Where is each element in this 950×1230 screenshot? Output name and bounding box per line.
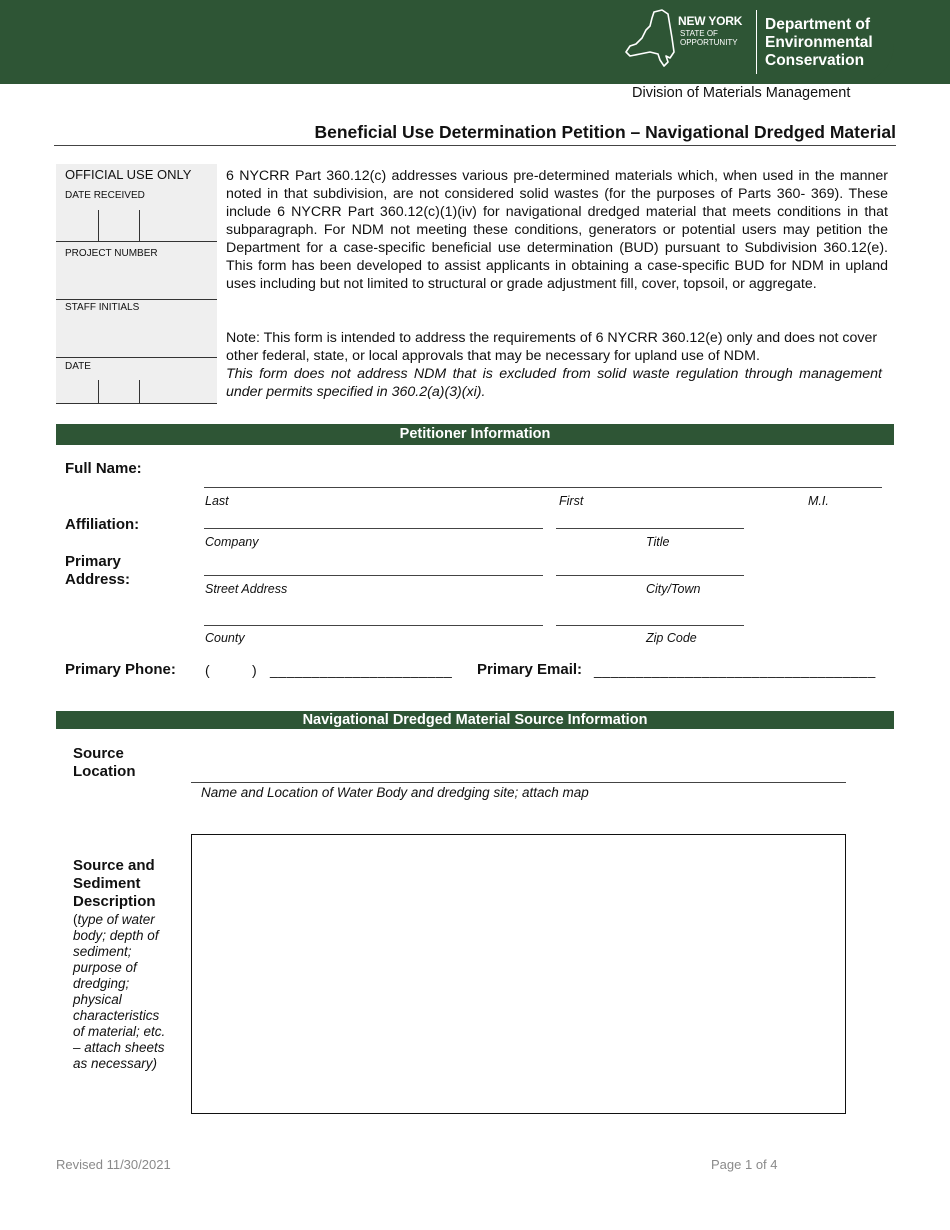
source-location-label: [73, 745, 136, 781]
title-rule: [54, 145, 896, 146]
department-name: [765, 16, 895, 70]
street-address-caption: Street Address: [205, 582, 288, 596]
date-divider: [98, 380, 99, 404]
source-description-label-line-3: Description: [73, 893, 156, 910]
street-address-input[interactable]: [204, 575, 543, 576]
department-line-1: Department of: [765, 16, 871, 33]
company-input[interactable]: [204, 528, 543, 529]
ny-tagline-line-1: STATE OF: [680, 29, 718, 38]
affiliation-label: Affiliation:: [65, 516, 140, 533]
intro-paragraph: 6 NYCRR Part 360.12(c) addresses various pre-determined materials which, when used in the manner noted in that subdivision, are not considered solid wastes (for the purposes of Parts 360- 369). These include 6 NYCRR Part 360.12(c)(1)(iv) for navigational dredged material that meets conditions in that subparagraph. For NDM not meeting these conditions, generators or potential users may petition the Department for a case-specific beneficial use determination (BUD) pursuant to Subdivision 360.12(e). This form has been developed to assist applicants in obtaining a case-specific BUD for NDM in upland uses including but not limited to structural or grade adjustment fill, cover, topsoil, or aggregate.: [226, 168, 888, 292]
ny-state-map-icon: [624, 8, 678, 68]
source-description-label-line-1: Source and: [73, 857, 155, 874]
date-received-label: DATE RECEIVED: [65, 190, 145, 201]
county-input[interactable]: [204, 625, 543, 626]
primary-email-label: Primary Email:: [477, 661, 583, 678]
date-label: DATE: [65, 361, 91, 372]
source-location-label-line-2: Location: [73, 763, 136, 780]
note-italic-text: This form does not address NDM that is excluded from solid waste regulation through management under permits specified in 360.2(a)(3)(xi).: [226, 366, 882, 400]
petitioner-section-header: Petitioner Information: [56, 424, 894, 445]
city-caption: City/Town: [646, 582, 701, 596]
official-use-rule: [56, 299, 217, 300]
source-description-label: [73, 857, 156, 911]
title-caption: Title: [646, 535, 670, 549]
source-location-label-line-1: Source: [73, 745, 124, 762]
logo-divider: [756, 10, 757, 74]
city-input[interactable]: [556, 575, 744, 576]
staff-initials-label: STAFF INITIALS: [65, 302, 140, 313]
primary-phone-input[interactable]: ______________________: [270, 662, 453, 678]
primary-email-input[interactable]: __________________________________: [594, 662, 876, 678]
primary-address-label: [65, 553, 130, 589]
division-name: Division of Materials Management: [632, 85, 851, 101]
revision-date: Revised 11/30/2021: [56, 1157, 171, 1172]
source-description-hint: [73, 912, 169, 1072]
source-description-label-line-2: Sediment: [73, 875, 141, 892]
full-name-label: Full Name:: [65, 460, 142, 477]
official-use-rule: [56, 357, 217, 358]
date-received-divider: [139, 210, 140, 241]
company-caption: Company: [205, 535, 259, 549]
project-number-label: PROJECT NUMBER: [65, 248, 158, 259]
department-line-3: Conservation: [765, 52, 865, 69]
primary-address-label-line-2: Address:: [65, 571, 131, 588]
hint-paren: (: [73, 912, 78, 927]
date-received-divider: [98, 210, 99, 241]
official-use-rule: [56, 403, 217, 404]
full-name-input[interactable]: [204, 487, 882, 488]
title-input[interactable]: [556, 528, 744, 529]
primary-address-label-line-1: Primary: [65, 553, 121, 570]
ny-tagline-line-2: OPPORTUNITY: [680, 38, 738, 47]
document-title: Beneficial Use Determination Petition – Navigational Dredged Material: [314, 122, 896, 142]
phone-area-open: (: [205, 662, 211, 678]
zip-code-caption: Zip Code: [646, 631, 697, 645]
intro-note: [226, 329, 882, 401]
ny-state-wordmark: NEW YORK: [678, 14, 743, 28]
last-name-caption: Last: [205, 494, 229, 508]
primary-phone-label: Primary Phone:: [65, 661, 176, 678]
first-name-caption: First: [559, 494, 584, 508]
department-line-2: Environmental: [765, 34, 873, 51]
official-use-title: OFFICIAL USE ONLY: [65, 167, 192, 182]
county-caption: County: [205, 631, 245, 645]
hint-text: type of water body; depth of sediment; purpose of dredging; physical characteristics of material; etc. – attach sheets as necessary): [73, 912, 166, 1071]
date-divider: [139, 380, 140, 404]
source-location-input[interactable]: [191, 782, 846, 783]
ny-state-tagline: [680, 29, 738, 47]
page-number: Page 1 of 4: [711, 1157, 778, 1172]
note-text: Note: This form is intended to address the requirements of 6 NYCRR 360.12(e) only and does not cover other federal, state, or local approvals that may be necessary for upland use of NDM.: [226, 330, 878, 364]
zip-code-input[interactable]: [556, 625, 744, 626]
official-use-rule: [56, 241, 217, 242]
source-description-textarea[interactable]: [191, 834, 846, 1114]
middle-initial-caption: M.I.: [808, 494, 829, 508]
source-location-hint: Name and Location of Water Body and dredging site; attach map: [201, 785, 589, 800]
source-section-header: Navigational Dredged Material Source Information: [56, 711, 894, 729]
phone-area-close: ): [252, 662, 258, 678]
